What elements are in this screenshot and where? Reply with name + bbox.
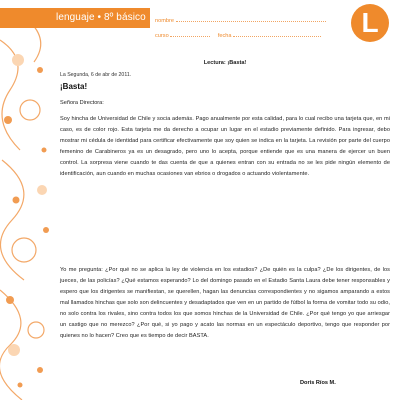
name-field[interactable] <box>176 15 326 22</box>
name-field-row <box>155 15 326 27</box>
course-field[interactable] <box>170 30 210 37</box>
course-date-row <box>155 30 321 42</box>
letter-heading: ¡Basta! <box>60 82 88 91</box>
subject-title <box>56 12 146 23</box>
logo-letter: L <box>361 7 379 38</box>
grade-label: 8º básico <box>104 12 146 23</box>
letter-salutation: Señora Directora: <box>60 100 104 106</box>
date-label: fecha <box>217 33 232 39</box>
subject-label: lenguaje <box>56 12 95 23</box>
letter-signature: Doris Ríos M. <box>300 380 336 386</box>
name-label: nombre <box>155 18 174 24</box>
letter-paragraph: Yo me pregunta: ¿Por qué no se aplica la ley de violencia en los estadios? ¿De quién es la culpa? ¿De los dirigentes, de los jueces, de las policías? ¿Qué estamos esperando? Lo del domingo pasado en el Estadio Santa Laura debe tener responsables y espero que los dirigentes se manifiestan, se querellen, hagan las denuncias correspondientes y no sigamos amparando a estos mal llamados hinchas que solo son delincuentes y desadaptados que ven en un partido de fútbol la forma de vomitar todo su odio, no solo contra los rivales, sino contra todos los que somos hinchas de la Universidad de Chile. ¿Por qué tengo yo que arriesgar un castigo que no merezco? ¿Por qué, si yo pago y acato las normas en un espectáculo deportivo, tengo que responder por quienes no lo hacen? Creo que es tiempo de decir BASTA. <box>60 267 390 339</box>
subject-logo <box>351 4 389 42</box>
publication-date: La Segunda, 6 de abr de 2011. <box>60 72 132 78</box>
decorative-swirl-border <box>0 0 58 400</box>
letter-paragraph: Soy hincha de Universidad de Chile y socia además. Pago anualmente por esta calidad, para lo cual recibo una tarjeta que, en mi caso, es de color rojo. Esta tarjeta me da derecho a ocupar un lugar en el estadio previamente definido. Para ingresar, debo mostrar mi cédula de identidad para certificar efectivamente que soy quien se indica en la tarjeta. La revisión por parte del cuerpo femenino de Carabineros ya es un desagrado, pero uno lo acepta, porque entiende que es una manera de ejercer un buen control. La sorpresa viene cuando te das cuenta de que a quienes entran con su entrada no se les pide ningún elemento de identificación, aun cuando en muchas ocasiones van ebrios o drogados o actuando violentamente. <box>60 116 390 177</box>
course-label: curso <box>155 33 169 39</box>
date-field[interactable] <box>233 30 321 37</box>
reading-title: Lectura: ¡Basta! <box>203 60 247 66</box>
subject-separator: • <box>97 12 102 23</box>
